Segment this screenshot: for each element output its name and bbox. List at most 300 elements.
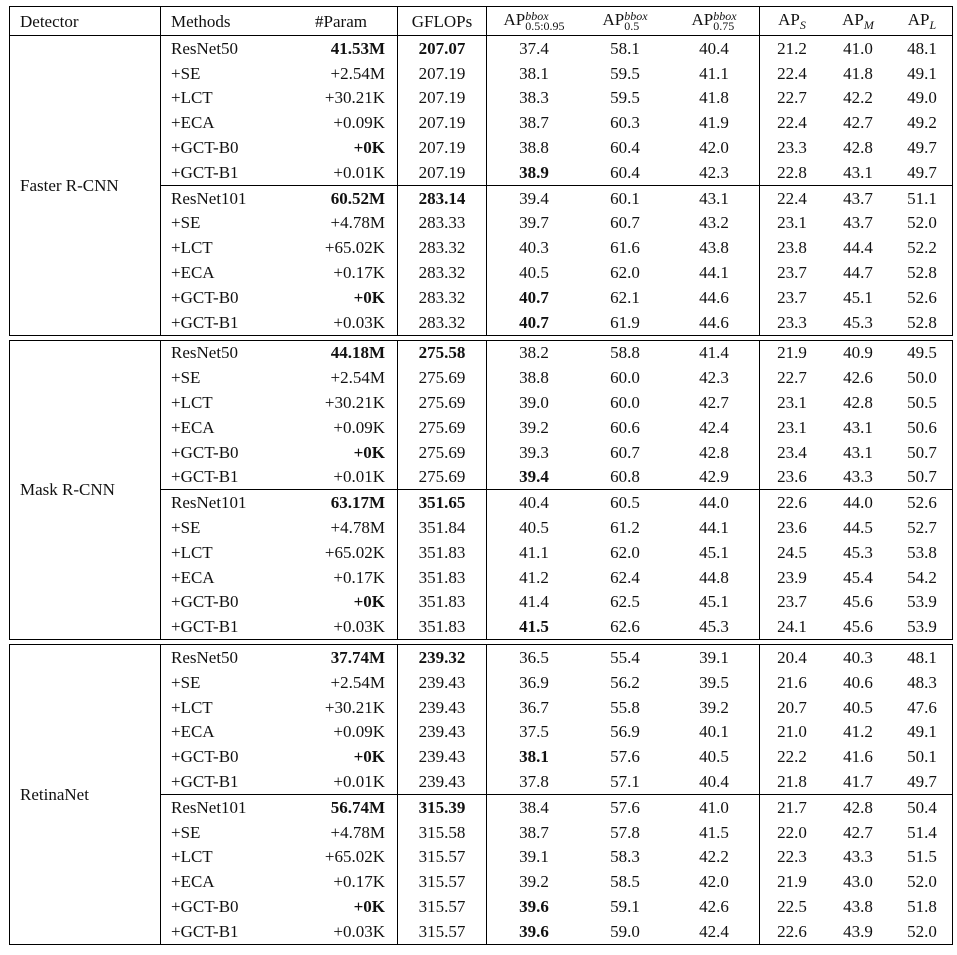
apl-cell: 51.1 <box>892 185 953 210</box>
apl-cell: 50.4 <box>892 794 953 819</box>
ap50-cell: 60.7 <box>610 213 640 233</box>
apm-cell: 43.1 <box>843 417 873 437</box>
gflops-cell: 351.84 <box>398 515 487 540</box>
header-ap-sup: bbox <box>525 9 549 24</box>
ap-cell: 39.3 <box>519 442 549 462</box>
gflops-cell: 239.43 <box>398 720 487 745</box>
apl-cell: 51.8 <box>892 894 953 919</box>
apm-cell: 41.8 <box>843 63 873 83</box>
apm-cell: 41.0 <box>843 38 873 58</box>
param-cell: +4.78M <box>285 515 398 540</box>
apm-cell: 44.7 <box>843 263 873 283</box>
apm-cell: 43.7 <box>843 213 873 233</box>
method-cell: +GCT-B0 <box>171 592 239 612</box>
param-cell: 63.17M <box>285 490 398 515</box>
method-cell: +GCT-B1 <box>171 772 239 791</box>
detector-name: Faster R-CNN <box>10 36 161 336</box>
ap50-cell: 60.4 <box>610 138 640 158</box>
ap75-cell: 44.1 <box>669 260 760 285</box>
apl-cell: 52.8 <box>892 260 953 285</box>
aps-cell: 23.6 <box>777 518 807 538</box>
apm-cell: 43.1 <box>843 442 873 462</box>
param-cell: +65.02K <box>285 845 398 870</box>
gflops-cell: 351.65 <box>398 490 487 515</box>
method-cell: +SE <box>171 63 201 83</box>
apm-cell: 42.7 <box>843 113 873 133</box>
apm-cell: 41.6 <box>843 747 873 767</box>
apl-cell: 52.6 <box>892 285 953 310</box>
gflops-cell: 283.32 <box>398 285 487 310</box>
apl-cell: 52.8 <box>892 310 953 335</box>
aps-cell: 21.2 <box>777 38 807 58</box>
apl-cell: 47.6 <box>892 695 953 720</box>
ap50-cell: 60.0 <box>610 393 640 413</box>
method-cell: +LCT <box>171 238 213 258</box>
aps-cell: 22.5 <box>777 896 807 916</box>
detector-name: RetinaNet <box>10 645 161 945</box>
apm-cell: 40.3 <box>843 648 873 668</box>
apl-cell: 51.5 <box>892 845 953 870</box>
ap75-cell: 44.6 <box>669 285 760 310</box>
param-cell: +30.21K <box>285 390 398 415</box>
apl-cell: 50.7 <box>892 465 953 490</box>
ap50-cell: 55.4 <box>610 648 640 668</box>
gflops-cell: 275.69 <box>398 390 487 415</box>
ap50-cell: 60.4 <box>610 162 640 182</box>
ap-cell: 41.4 <box>519 592 549 612</box>
apm-cell: 42.8 <box>843 393 873 413</box>
header-ap75-sup: bbox <box>713 9 737 24</box>
ap-cell: 36.7 <box>519 697 549 717</box>
ap-cell: 37.4 <box>519 38 549 58</box>
param-cell: +2.54M <box>285 670 398 695</box>
ap-cell: 38.9 <box>519 162 549 182</box>
ap50-cell: 59.5 <box>610 88 640 108</box>
ap75-cell: 39.5 <box>669 670 760 695</box>
header-apm <box>824 7 892 36</box>
param-cell: 41.53M <box>285 36 398 61</box>
apl-cell: 50.5 <box>892 390 953 415</box>
gflops-cell: 351.83 <box>398 590 487 615</box>
apm-cell: 41.2 <box>843 722 873 742</box>
aps-cell: 23.7 <box>777 263 807 283</box>
gflops-cell: 207.07 <box>398 36 487 61</box>
aps-cell: 22.4 <box>777 113 807 133</box>
apl-cell: 50.1 <box>892 744 953 769</box>
ap-cell: 38.8 <box>519 368 549 388</box>
gflops-cell: 315.58 <box>398 820 487 845</box>
apl-cell: 53.9 <box>892 590 953 615</box>
apm-cell: 40.9 <box>843 343 873 363</box>
param-cell: 37.74M <box>285 645 398 670</box>
apm-cell: 43.1 <box>843 162 873 182</box>
table-row <box>10 36 953 61</box>
ap75-cell: 42.4 <box>669 919 760 944</box>
ap50-cell: 62.4 <box>610 567 640 587</box>
ap-cell: 38.1 <box>519 63 549 83</box>
apl-cell: 54.2 <box>892 565 953 590</box>
aps-cell: 24.1 <box>777 617 807 637</box>
ap50-cell: 62.1 <box>610 287 640 307</box>
ap75-cell: 44.0 <box>669 490 760 515</box>
param-cell: +30.21K <box>285 86 398 111</box>
header-ap-sub: 0.5:0.95 <box>525 19 565 34</box>
ap75-cell: 45.3 <box>669 614 760 639</box>
param-cell: +0.03K <box>285 310 398 335</box>
ap50-cell: 60.8 <box>610 467 640 487</box>
apl-cell: 48.1 <box>892 36 953 61</box>
ap75-cell: 44.6 <box>669 310 760 335</box>
apm-cell: 43.8 <box>843 896 873 916</box>
apm-cell: 40.6 <box>843 672 873 692</box>
aps-cell: 22.4 <box>760 185 825 210</box>
aps-cell: 22.2 <box>777 747 807 767</box>
method-cell: +ECA <box>171 567 215 587</box>
ap-cell: 41.1 <box>519 542 549 562</box>
aps-cell: 22.6 <box>760 919 825 944</box>
ap-cell: 39.4 <box>519 467 549 487</box>
ap75-cell: 41.8 <box>669 86 760 111</box>
ap75-cell: 40.4 <box>669 769 760 794</box>
ap75-cell: 41.1 <box>669 61 760 86</box>
gflops-cell: 315.57 <box>398 869 487 894</box>
ap-cell: 39.7 <box>519 213 549 233</box>
aps-cell: 22.3 <box>777 847 807 867</box>
ap-cell: 40.5 <box>519 518 549 538</box>
ap75-cell: 42.0 <box>669 869 760 894</box>
method-cell: +LCT <box>171 542 213 562</box>
param-cell: +0.09K <box>285 110 398 135</box>
ap75-cell: 40.5 <box>669 744 760 769</box>
header-aps-sub: S <box>799 18 806 32</box>
aps-cell: 23.4 <box>777 442 807 462</box>
ap-cell: 38.1 <box>519 747 549 767</box>
ap50-cell: 60.6 <box>610 417 640 437</box>
ap50-cell: 59.0 <box>581 919 669 944</box>
apm-cell: 42.7 <box>843 822 873 842</box>
header-ap50-scripts <box>624 9 648 34</box>
header-param: #Param <box>285 7 398 36</box>
ap75-cell: 43.2 <box>669 211 760 236</box>
apm-cell: 43.0 <box>843 872 873 892</box>
ap-cell: 39.0 <box>519 393 549 413</box>
ap50-cell: 56.2 <box>610 672 640 692</box>
gflops-cell: 207.19 <box>398 61 487 86</box>
method-cell: +LCT <box>171 847 213 867</box>
ap75-cell: 42.3 <box>669 365 760 390</box>
ap50-cell: 57.6 <box>610 747 640 767</box>
method-cell: ResNet50 <box>171 38 239 58</box>
header-apl-base: AP <box>907 10 930 29</box>
ap75-cell: 43.1 <box>669 185 760 210</box>
header-ap <box>487 7 582 36</box>
apl-cell: 52.0 <box>892 869 953 894</box>
param-cell: +0.17K <box>285 565 398 590</box>
gflops-cell: 315.57 <box>398 919 487 944</box>
method-cell: +GCT-B1 <box>171 162 239 182</box>
method-cell: +SE <box>171 518 201 538</box>
method-cell: +GCT-B1 <box>161 919 286 944</box>
param-cell: 56.74M <box>285 794 398 819</box>
header-apl <box>892 7 953 36</box>
header-ap-base: AP <box>503 9 526 29</box>
ap-cell: 40.3 <box>519 238 549 258</box>
gflops-cell: 275.69 <box>398 365 487 390</box>
apm-cell: 42.8 <box>824 794 892 819</box>
apm-cell: 45.1 <box>843 287 873 307</box>
method-cell: +GCT-B0 <box>171 442 239 462</box>
gflops-cell: 351.83 <box>398 540 487 565</box>
method-cell: +SE <box>171 213 201 233</box>
header-ap75-sub: 0.75 <box>713 19 735 34</box>
apl-cell: 52.2 <box>892 235 953 260</box>
aps-cell: 24.5 <box>777 542 807 562</box>
ap75-cell: 42.3 <box>669 160 760 185</box>
ap50-cell: 62.6 <box>610 617 640 637</box>
method-cell: +LCT <box>171 88 213 108</box>
param-cell: +0.01K <box>285 465 398 490</box>
gflops-cell: 283.33 <box>398 211 487 236</box>
aps-cell: 23.1 <box>777 417 807 437</box>
ap50-cell: 59.5 <box>610 63 640 83</box>
apm-cell: 45.3 <box>843 542 873 562</box>
apl-cell: 50.7 <box>892 440 953 465</box>
table-row <box>10 645 953 670</box>
ap75-cell: 44.8 <box>669 565 760 590</box>
apm-cell: 40.5 <box>843 697 873 717</box>
gflops-cell: 207.19 <box>398 110 487 135</box>
ap50-cell: 60.3 <box>610 113 640 133</box>
ap-cell: 41.5 <box>519 617 549 637</box>
method-cell: +ECA <box>171 872 215 892</box>
ap50-cell: 58.8 <box>610 343 640 363</box>
method-cell: +SE <box>171 672 201 692</box>
ap50-cell: 62.5 <box>610 592 640 612</box>
ap50-cell: 61.9 <box>610 312 640 332</box>
param-cell: 60.52M <box>285 185 398 210</box>
method-cell: ResNet101 <box>161 185 286 210</box>
param-cell: +0.09K <box>285 415 398 440</box>
apl-cell: 49.0 <box>892 86 953 111</box>
ap50-cell: 57.1 <box>610 772 640 791</box>
apl-cell: 48.1 <box>892 645 953 670</box>
ap50-cell: 60.1 <box>581 185 669 210</box>
ap-cell: 39.2 <box>519 872 549 892</box>
ap50-cell: 61.6 <box>610 238 640 258</box>
param-cell: +30.21K <box>285 695 398 720</box>
ap75-cell: 42.2 <box>669 845 760 870</box>
method-cell: +LCT <box>171 697 213 717</box>
ap75-cell: 42.7 <box>669 390 760 415</box>
method-cell: ResNet101 <box>161 490 286 515</box>
method-cell: +GCT-B1 <box>171 467 239 487</box>
apl-cell: 49.7 <box>892 769 953 794</box>
apm-cell: 42.8 <box>843 138 873 158</box>
header-detector: Detector <box>10 7 161 36</box>
ap75-cell: 40.4 <box>669 36 760 61</box>
ap50-cell: 62.0 <box>610 542 640 562</box>
header-ap75-base: AP <box>691 9 714 29</box>
apl-cell: 50.0 <box>892 365 953 390</box>
ap-cell: 36.5 <box>519 648 549 668</box>
table-row <box>10 340 953 365</box>
ap-cell: 40.5 <box>519 263 549 283</box>
apl-cell: 52.0 <box>892 211 953 236</box>
gflops-cell: 275.69 <box>398 440 487 465</box>
apl-cell: 52.6 <box>892 490 953 515</box>
gflops-cell: 239.43 <box>398 744 487 769</box>
ap75-cell: 41.5 <box>669 820 760 845</box>
ap75-cell: 41.9 <box>669 110 760 135</box>
aps-cell: 22.6 <box>760 490 825 515</box>
ap50-cell: 55.8 <box>610 697 640 717</box>
apl-cell: 49.1 <box>892 61 953 86</box>
param-cell: +0.17K <box>285 260 398 285</box>
header-row <box>10 7 953 36</box>
method-cell: +ECA <box>171 722 215 742</box>
aps-cell: 21.6 <box>777 672 807 692</box>
ap-cell: 36.9 <box>519 672 549 692</box>
ap-cell: 39.4 <box>487 185 582 210</box>
apm-cell: 42.2 <box>843 88 873 108</box>
param-cell: +2.54M <box>285 365 398 390</box>
gflops-cell: 207.19 <box>398 86 487 111</box>
ap50-cell: 60.5 <box>581 490 669 515</box>
gflops-cell: 207.19 <box>398 160 487 185</box>
param-cell: +0K <box>285 285 398 310</box>
ap50-cell: 60.7 <box>610 442 640 462</box>
method-cell: +SE <box>171 368 201 388</box>
ap75-cell: 41.0 <box>669 794 760 819</box>
apm-cell: 45.3 <box>843 312 873 332</box>
apl-cell: 49.7 <box>892 135 953 160</box>
gflops-cell: 275.69 <box>398 415 487 440</box>
ap75-cell: 42.0 <box>669 135 760 160</box>
gflops-cell: 239.43 <box>398 695 487 720</box>
ap50-cell: 58.3 <box>610 847 640 867</box>
apl-cell: 52.7 <box>892 515 953 540</box>
ap50-cell: 57.6 <box>581 794 669 819</box>
header-ap50 <box>581 7 669 36</box>
aps-cell: 22.0 <box>777 822 807 842</box>
ap-cell: 37.8 <box>519 772 549 791</box>
gflops-cell: 351.83 <box>398 565 487 590</box>
method-cell: +GCT-B0 <box>171 896 239 916</box>
gflops-cell: 275.58 <box>398 340 487 365</box>
method-cell: ResNet50 <box>171 648 239 668</box>
param-cell: +0K <box>285 440 398 465</box>
header-apm-base: AP <box>842 10 864 29</box>
param-cell: +4.78M <box>285 211 398 236</box>
ap75-cell: 45.1 <box>669 590 760 615</box>
apm-cell: 45.6 <box>843 592 873 612</box>
apm-cell: 44.5 <box>843 518 873 538</box>
apm-cell: 45.6 <box>843 617 873 637</box>
ap75-cell: 43.8 <box>669 235 760 260</box>
header-aps <box>760 7 825 36</box>
method-cell: +GCT-B0 <box>171 747 239 767</box>
method-cell: +GCT-B0 <box>171 138 239 158</box>
gflops-cell: 315.57 <box>398 845 487 870</box>
param-cell: +65.02K <box>285 235 398 260</box>
aps-cell: 23.1 <box>777 393 807 413</box>
gflops-cell: 315.57 <box>398 894 487 919</box>
apm-cell: 43.7 <box>824 185 892 210</box>
ap-cell: 38.7 <box>519 822 549 842</box>
method-cell: ResNet50 <box>171 343 239 363</box>
aps-cell: 23.8 <box>777 238 807 258</box>
ap-cell: 40.7 <box>519 312 549 332</box>
apm-cell: 43.3 <box>843 467 873 487</box>
param-cell: +0.03K <box>285 919 398 944</box>
gflops-cell: 315.39 <box>398 794 487 819</box>
table-body <box>10 36 953 945</box>
method-cell: +GCT-B1 <box>171 617 239 637</box>
ap-cell: 39.6 <box>519 896 549 916</box>
aps-cell: 20.4 <box>777 648 807 668</box>
ap75-cell: 41.4 <box>669 340 760 365</box>
apl-cell: 50.6 <box>892 415 953 440</box>
ap-cell: 39.2 <box>519 417 549 437</box>
ap-cell: 38.8 <box>519 138 549 158</box>
gflops-cell: 283.14 <box>398 185 487 210</box>
apm-cell: 44.4 <box>843 238 873 258</box>
apl-cell: 49.2 <box>892 110 953 135</box>
ap50-cell: 62.0 <box>610 263 640 283</box>
param-cell: +0K <box>285 744 398 769</box>
param-cell: +4.78M <box>285 820 398 845</box>
aps-cell: 23.7 <box>777 592 807 612</box>
detector-name: Mask R-CNN <box>10 340 161 640</box>
method-cell: +GCT-B0 <box>171 287 239 307</box>
method-cell: ResNet101 <box>161 794 286 819</box>
ap75-cell: 42.9 <box>669 465 760 490</box>
apm-cell: 44.0 <box>824 490 892 515</box>
apl-cell: 53.8 <box>892 540 953 565</box>
gflops-cell: 239.43 <box>398 670 487 695</box>
apm-cell: 43.3 <box>843 847 873 867</box>
ap50-cell: 61.2 <box>610 518 640 538</box>
param-cell: +0K <box>285 894 398 919</box>
param-cell: +65.02K <box>285 540 398 565</box>
results-table-container <box>9 6 953 945</box>
method-cell: +GCT-B1 <box>171 312 239 332</box>
apl-cell: 49.1 <box>892 720 953 745</box>
ap-cell: 39.6 <box>487 919 582 944</box>
ap75-cell: 42.6 <box>669 894 760 919</box>
aps-cell: 21.0 <box>777 722 807 742</box>
ap-cell: 38.7 <box>519 113 549 133</box>
aps-cell: 23.9 <box>777 567 807 587</box>
apl-cell: 49.5 <box>892 340 953 365</box>
ap75-cell: 42.8 <box>669 440 760 465</box>
apl-cell: 52.0 <box>892 919 953 944</box>
param-cell: +0.01K <box>285 769 398 794</box>
ap-cell: 39.1 <box>519 847 549 867</box>
method-cell: +SE <box>171 822 201 842</box>
header-ap50-base: AP <box>602 9 625 29</box>
aps-cell: 22.7 <box>777 368 807 388</box>
apl-cell: 49.7 <box>892 160 953 185</box>
param-cell: +0.03K <box>285 614 398 639</box>
ap75-cell: 39.1 <box>669 645 760 670</box>
ap75-cell: 45.1 <box>669 540 760 565</box>
param-cell: +0.09K <box>285 720 398 745</box>
aps-cell: 23.6 <box>777 467 807 487</box>
ap-cell: 38.4 <box>487 794 582 819</box>
apm-cell: 45.4 <box>843 567 873 587</box>
aps-cell: 21.8 <box>777 772 807 791</box>
